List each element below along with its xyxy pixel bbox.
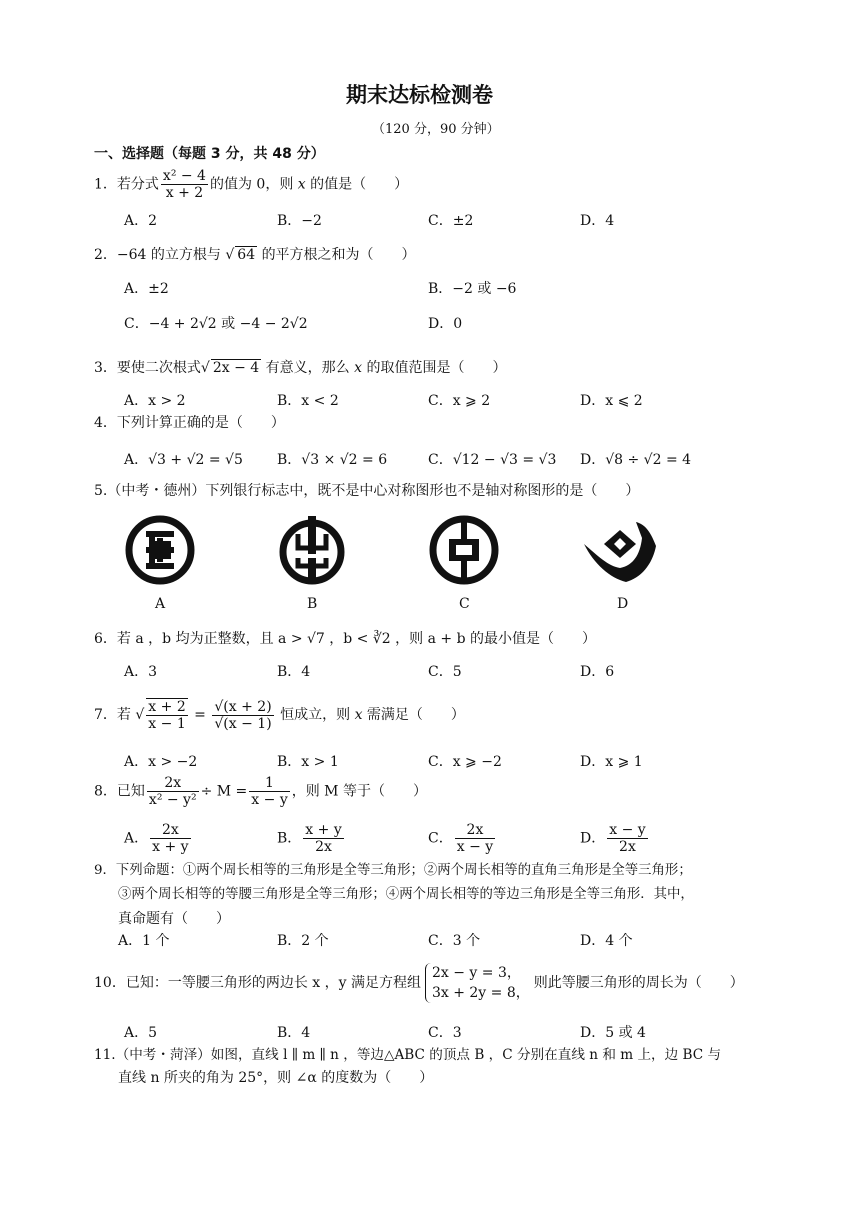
- q9-option-c: C．3 个: [428, 933, 481, 949]
- q1-option-b: B．−2: [277, 213, 322, 229]
- question-9-line-1: 9．下列命题：①两个周长相等的三角形是全等三角形；②两个周长相等的直角三角形是全等三角形；: [94, 863, 692, 878]
- q10-option-d: D．5 或 4: [580, 1025, 646, 1041]
- q8-option-d: D． $\frac{x - y}{2x}$: [580, 822, 646, 855]
- q5-label-b: B: [307, 596, 318, 612]
- q6-option-d: D．6: [580, 664, 615, 680]
- q1-fraction: $\frac{\text{x² − 4}}{x + 2}$: [162, 168, 206, 201]
- page-title: 期末达标检测卷: [346, 83, 493, 107]
- q2-option-d: D．0: [428, 316, 463, 332]
- q3-option-a: A．x > 2: [124, 393, 186, 409]
- q2-option-b: B．−2 或 −6: [428, 281, 517, 297]
- question-3: 3．要使二次根式√ 2x − 4 有意义，那么 x 的取值范围是（ ）: [94, 360, 507, 376]
- q3-option-c: C．x ⩾ 2: [428, 393, 491, 409]
- bank-logo-c: [428, 514, 500, 586]
- q1-option-d: D．4: [580, 213, 615, 229]
- question-8: 8．已知 $\frac{2x}{\text{x² − y²}}$ ÷ M = $\frac{1}{x - y}$ ，则 M 等于（ ）: [94, 775, 427, 808]
- question-10: 10．已知：一等腰三角形的两边长 x ，y 满足方程组 2x − y = 3， 3x + 2y = 8， 则此等腰三角形的周长为（ ）: [94, 965, 744, 1001]
- q9-option-d: D．4 个: [580, 933, 633, 949]
- q6-option-c: C．5: [428, 664, 462, 680]
- q8-option-a: A． $\frac{2x}{x + y}$: [124, 822, 189, 855]
- section-heading: 一、选择题（每题 3 分，共 48 分）: [94, 146, 325, 162]
- bank-logo-a: [124, 514, 196, 586]
- q7-option-d: D．x ⩾ 1: [580, 754, 643, 770]
- q8-option-b: B． $\frac{x + y}{2x}$: [277, 822, 342, 855]
- q4-option-a: A．√3 + √2 = √5: [124, 452, 243, 468]
- q5-label-a: A: [155, 596, 166, 612]
- q5-label-d: D: [617, 596, 629, 612]
- question-1: 1．若分式 $\frac{\text{x² − 4}}{x + 2}$ 的值为 0，则 x 的值是（ ）: [94, 168, 409, 201]
- q4-option-c: C．√12 − √3 = √3: [428, 452, 557, 468]
- page-subtitle: （120 分，90 分钟）: [372, 122, 500, 137]
- q4-option-d: D．√8 ÷ √2 = 4: [580, 452, 692, 468]
- q2-option-c: C．−4 + 2√2 或 −4 − 2√2: [124, 316, 308, 332]
- question-6: 6．若 a ，b 均为正整数，且 a > √7 ，b < ∛2 ，则 a + b 的最小值是（ ）: [94, 631, 596, 647]
- q7-option-b: B．x > 1: [277, 754, 339, 770]
- question-5: 5.（中考・德州）下列银行标志中，既不是中心对称图形也不是轴对称图形的是（ ）: [94, 483, 640, 499]
- q10-equation-system: 2x − y = 3， 3x + 2y = 8，: [425, 963, 530, 1003]
- bank-logo-b: [276, 514, 348, 586]
- q1-number: 1．: [94, 176, 117, 193]
- q1-option-c: C．±2: [428, 213, 474, 229]
- q4-option-b: B．√3 × √2 = 6: [277, 452, 388, 468]
- question-11-line-2: 直线 n 所夹的角为 25°，则 ∠α 的度数为（ ）: [118, 1070, 434, 1086]
- bank-logo-d: [580, 516, 660, 588]
- q10-option-a: A．5: [124, 1025, 158, 1041]
- question-4: 4．下列计算正确的是（ ）: [94, 415, 285, 431]
- question-11-line-1: 11.（中考・菏泽）如图，直线 l ∥ m ∥ n ，等边△ABC 的顶点 B ，C 分别在直线 n 和 m 上，边 BC 与: [94, 1047, 722, 1063]
- question-2: 2．−64 的立方根与 √ 64 的平方根之和为（ ）: [94, 247, 416, 263]
- q3-option-d: D．x ⩽ 2: [580, 393, 643, 409]
- q2-option-a: A．±2: [124, 281, 169, 297]
- question-9-line-2: ③两个周长相等的等腰三角形是全等三角形；④两个周长相等的等边三角形是全等三角形．其中，: [118, 887, 694, 902]
- q10-option-b: B．4: [277, 1025, 311, 1041]
- question-9-line-3: 真命题有（ ）: [118, 911, 230, 927]
- q6-option-a: A．3: [124, 664, 158, 680]
- q3-option-b: B．x < 2: [277, 393, 339, 409]
- q10-option-c: C．3: [428, 1025, 462, 1041]
- q5-label-c: C: [459, 596, 470, 612]
- q8-option-c: C． $\frac{2x}{x - y}$: [428, 822, 494, 855]
- q1-option-a: A．2: [124, 213, 158, 229]
- q9-option-b: B．2 个: [277, 933, 329, 949]
- q7-option-a: A．x > −2: [124, 754, 198, 770]
- q6-option-b: B．4: [277, 664, 311, 680]
- q9-option-a: A．1 个: [118, 933, 170, 949]
- question-7: 7．若 √ $\frac{x + 2}{x - 1}$ = $\frac{√(x + 2)}{√(x - 1)}$ 恒成立，则 x 需满足（ ）: [94, 698, 465, 732]
- q7-option-c: C．x ⩾ −2: [428, 754, 502, 770]
